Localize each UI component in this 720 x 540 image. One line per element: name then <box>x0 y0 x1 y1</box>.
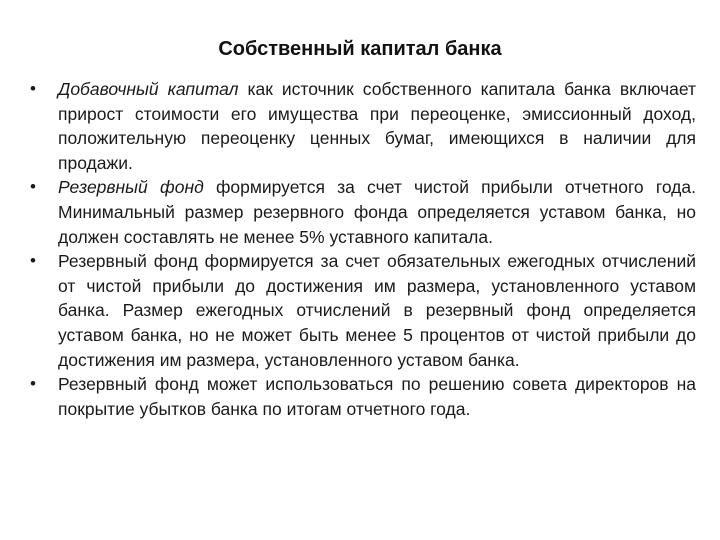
bullet-icon: • <box>30 177 36 197</box>
bullet-icon: • <box>30 79 36 98</box>
bullet-item-reserve-fund <box>30 175 696 249</box>
bullet-list <box>30 77 696 421</box>
bullet-term: Резервный фонд <box>58 177 204 198</box>
bullet-icon: • <box>30 374 36 394</box>
page-title: Собственный капитал банка <box>218 38 502 60</box>
bullet-text: Резервный фонд может использоваться по решению совета директоров на покрытие убытков банка по итогам отчетного года. <box>58 374 696 419</box>
bullet-icon: • <box>30 251 36 271</box>
bullet-item-reserve-usage <box>30 372 696 421</box>
bullet-term: Добавочный капитал <box>58 79 239 99</box>
bullet-text: как источник собственного капитала банка включает прирост стоимости его имущества при переоценке, эмиссионный доход, положительную переоценку ценных бумаг, имеющихся в наличии для продажи. <box>58 79 696 173</box>
bullet-text: формируется за счет чистой прибыли отчетного года. Минимальный размер резервного фонда определяется уставом банка, но должен составлять не менее 5% уставного капитала. <box>58 177 696 247</box>
bullet-item-reserve-contributions <box>30 249 696 372</box>
bullet-text: Резервный фонд формируется за счет обязательных ежегодных отчислений от чистой прибыли до достижения им размера, установленного уставом банка. Размер ежегодных отчислений в резервный фонд определяется уставом банка, но не может быть менее 5 процентов от чистой прибыли до достижения им размера, установленного уставом банка. <box>58 251 696 370</box>
bullet-item-additional-capital <box>30 77 696 175</box>
